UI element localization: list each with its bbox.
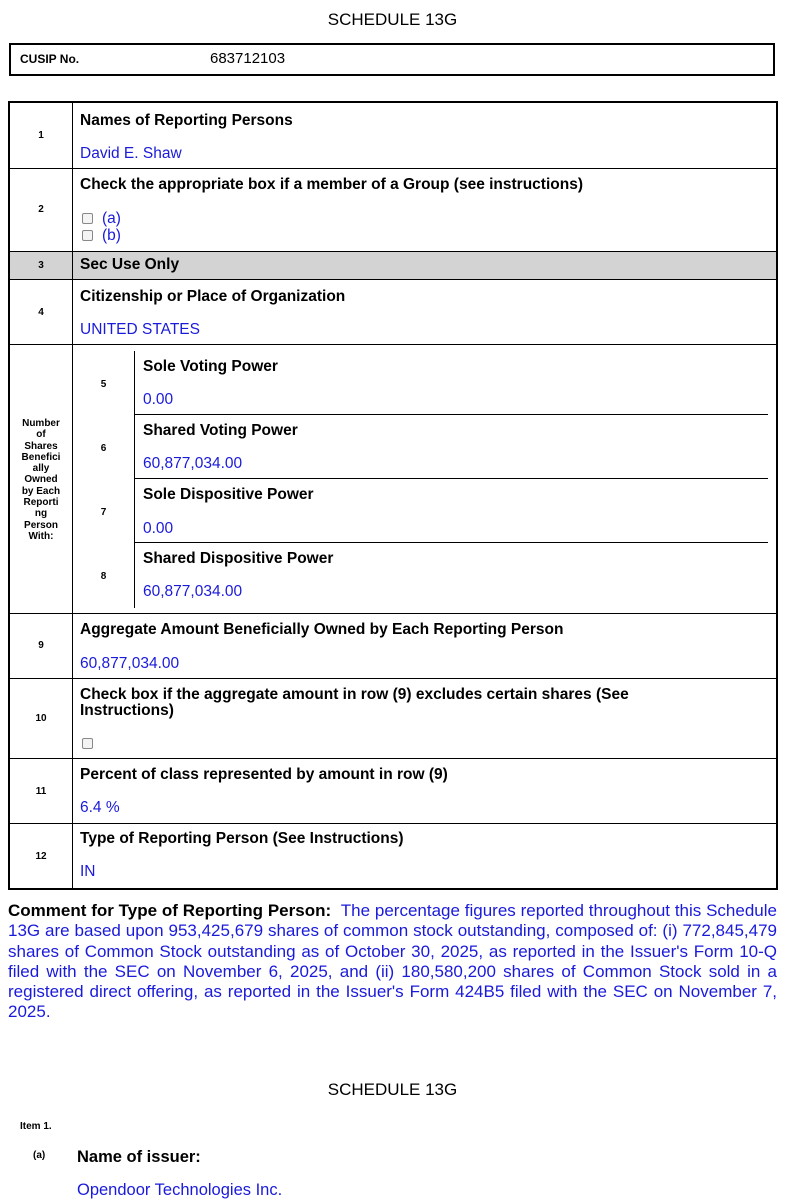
row-number-cell [10,679,73,758]
row-header: Citizenship or Place of Organization [80,288,346,305]
comment-paragraph [8,901,777,1023]
issuer-name-header: Name of issuer: [77,1148,201,1166]
row-header: Aggregate Amount Beneficially Owned by Each Reporting Person [80,621,564,638]
sole-voting-power-value: 0.00 [143,391,174,408]
row-number: 10 [35,713,47,724]
comment-text: The percentage figures reported throughout this Schedule 13G are based upon 953,425,679 shares of common stock outstanding, composed of: (i) 772,845,479 shares of Common Stock outstanding as of October 30, 2025, as reported in the Issuer's Form 10-Q filed with the SEC on November 6, 2025, and (ii) 180,580,200 shares of Common Stock sold in a registered direct offering, as reported in the Issuer's Form 424B5 filed with the SEC on November 7, 2025. [8,901,777,1022]
row-number: 7 [100,507,107,518]
row-2 [10,169,776,252]
option-label: (a) [102,210,121,227]
row-9 [10,614,776,679]
row-number-cell [10,252,73,279]
citizenship-value: UNITED STATES [80,321,200,338]
row-header: Check box if the aggregate amount in row (9) excludes certain shares (See Instructions) [80,686,629,719]
group-option-b[interactable] [82,227,121,243]
shares-label: Number of Shares Benefici ally Owned by Each Reporti ng Person With: [21,418,61,542]
cusip-value: 683712103 [210,50,286,67]
row-number-cell [10,169,73,251]
row-number: 2 [38,204,44,215]
item-1a-label: (a) [33,1150,46,1161]
row-11 [10,759,776,824]
group-option-a[interactable] [82,210,121,226]
type-of-reporting-person-value: IN [80,863,96,880]
row-number-cell [10,614,73,678]
sub-divider [134,351,135,608]
row-header: Check the appropriate box if a member of a Group (see instructions) [80,176,583,193]
row-number-cell [10,824,73,888]
row-number: 5 [100,379,107,390]
row-number: 8 [100,571,107,582]
sole-dispositive-power-value: 0.00 [143,520,174,537]
shared-dispositive-power-value: 60,877,034.00 [143,583,243,600]
row-number: 9 [38,640,44,651]
row-header: Names of Reporting Persons [80,112,293,129]
row-header: Type of Reporting Person (See Instructions) [80,830,404,847]
shared-dispositive-power-label: Shared Dispositive Power [143,550,334,567]
excludes-shares-checkbox[interactable] [82,738,93,749]
checkbox-b[interactable] [82,230,93,241]
row-4 [10,280,776,345]
row-12 [10,824,776,888]
row-number-cell [10,759,73,823]
aggregate-amount-value: 60,877,034.00 [80,655,180,672]
cusip-label: CUSIP No. [20,52,80,66]
cusip-box [9,43,775,76]
row-number: 12 [35,851,47,862]
cover-page-table [8,101,778,890]
shared-voting-power-label: Shared Voting Power [143,422,298,439]
comment-label: Comment for Type of Reporting Person: [8,901,332,920]
row-number-cell [10,103,73,168]
row-number: 4 [38,307,44,318]
row-number-cell [10,280,73,344]
shares-block [10,345,776,614]
option-label: (b) [102,227,121,244]
row-1 [10,103,776,169]
row-number: 11 [35,786,47,797]
reporting-person-name: David E. Shaw [80,145,182,162]
row-number: 3 [38,260,44,271]
row-3 [10,252,776,280]
sole-dispositive-power-label: Sole Dispositive Power [143,486,314,503]
checkbox-a[interactable] [82,213,93,224]
issuer-name-value: Opendoor Technologies Inc. [77,1181,283,1199]
item-1-label: Item 1. [20,1121,52,1132]
row-header: Sec Use Only [80,256,180,273]
row-10 [10,679,776,759]
row-number: 1 [38,130,44,141]
shares-label-cell [10,345,73,613]
row-header: Percent of class represented by amount in row (9) [80,766,448,783]
second-title: SCHEDULE 13G [327,1080,458,1099]
sole-voting-power-label: Sole Voting Power [143,358,278,375]
percent-of-class-value: 6.4 % [80,799,120,816]
page-title: SCHEDULE 13G [327,10,458,29]
shared-voting-power-value: 60,877,034.00 [143,455,243,472]
row-number: 6 [100,443,107,454]
